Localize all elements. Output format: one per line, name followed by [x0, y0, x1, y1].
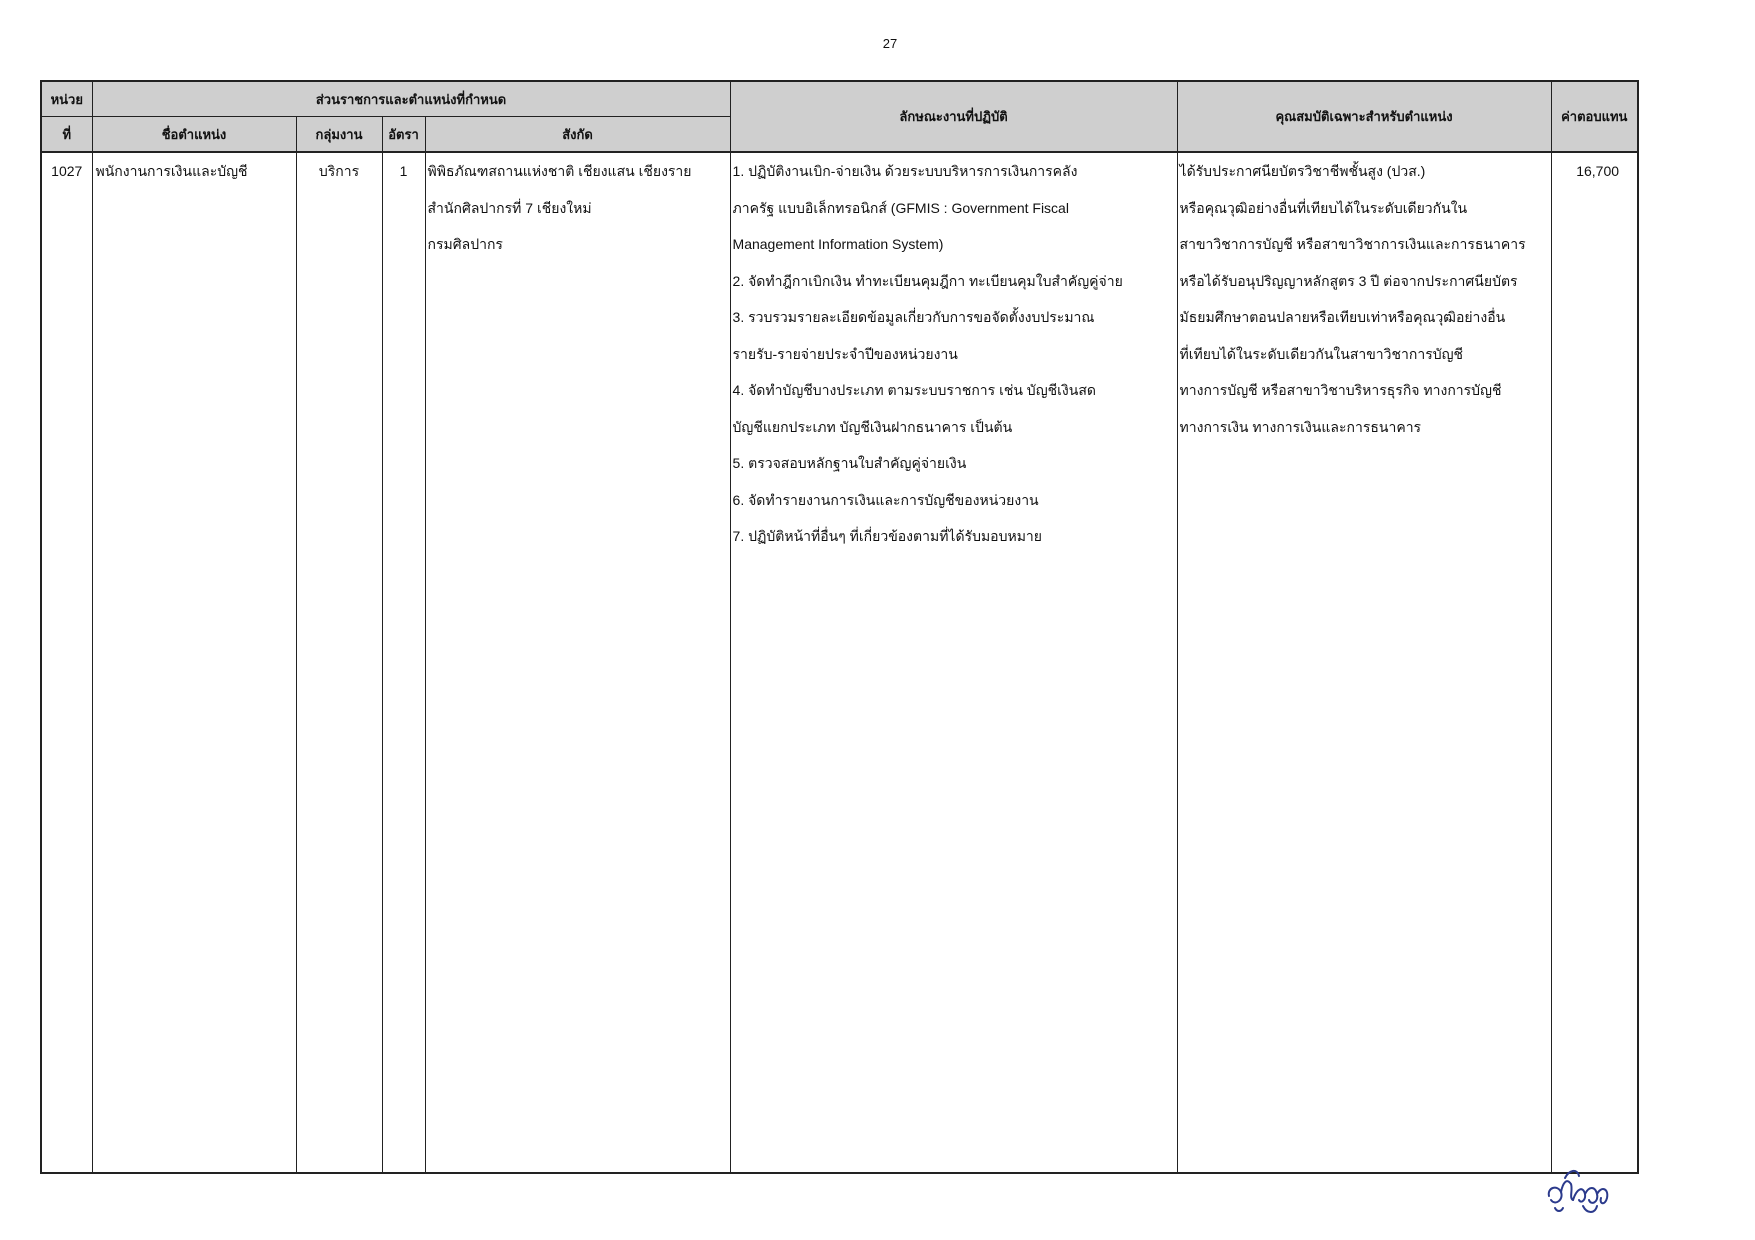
duty-line: 7. ปฏิบัติหน้าที่อื่นๆ ที่เกี่ยวข้องตามที่ได้รับมอบหมาย	[732, 528, 1043, 544]
cell-position-name	[92, 152, 296, 1173]
work-group: บริการ	[318, 163, 360, 179]
cell-duties	[730, 152, 1177, 1173]
qualification-line: ได้รับประกาศนียบัตรวิชาชีพชั้นสูง (ปวส.)	[1179, 163, 1426, 179]
position-table	[40, 80, 1639, 1174]
cell-compensation	[1551, 152, 1638, 1173]
unit-number: 1027	[51, 163, 83, 179]
duty-line: ภาครัฐ แบบอิเล็กทรอนิกส์ (GFMIS : Government Fiscal	[732, 199, 1069, 216]
table-row	[41, 152, 1638, 1173]
header-rate: อัตรา	[382, 117, 425, 153]
affiliation-line: สำนักศิลปากรที่ 7 เชียงใหม่	[427, 199, 592, 216]
duty-line: Management Information System)	[732, 236, 944, 252]
header-unit-top: หน่วย	[41, 81, 92, 117]
duty-line: 5. ตรวจสอบหลักฐานใบสำคัญคู่จ่ายเงิน	[732, 455, 967, 471]
header-qualifications: คุณสมบัติเฉพาะสำหรับตำแหน่ง	[1177, 81, 1551, 152]
qualification-line: ทางการเงิน ทางการเงินและการธนาคาร	[1179, 418, 1422, 435]
duty-line: 1. ปฏิบัติงานเบิก-จ่ายเงิน ด้วยระบบบริหารการเงินการคลัง	[732, 163, 1078, 179]
qualification-line: ทางการบัญชี หรือสาขาวิชาบริหารธุรกิจ ทางการบัญชี	[1179, 382, 1502, 398]
cell-rate	[382, 152, 425, 1173]
qualification-line: สาขาวิชาการบัญชี หรือสาขาวิชาการเงินและการธนาคาร	[1179, 236, 1526, 252]
header-duties: ลักษณะงานที่ปฏิบัติ	[730, 81, 1177, 152]
duty-line: 2. จัดทำฎีกาเบิกเงิน ทำทะเบียนคุมฎีกา ทะเบียนคุมใบสำคัญคู่จ่าย	[732, 272, 1123, 289]
duty-line: 6. จัดทำรายงานการเงินและการบัญชีของหน่วยงาน	[732, 491, 1039, 508]
duty-line: 4. จัดทำบัญชีบางประเภท ตามระบบราชการ เช่น บัญชีเงินสด	[732, 382, 1096, 398]
cell-work-group	[296, 152, 382, 1173]
cell-qualifications	[1177, 152, 1551, 1173]
page-number: 27	[882, 36, 898, 51]
duty-line: รายรับ-รายจ่ายประจำปีของหน่วยงาน	[732, 345, 958, 362]
duty-line: บัญชีแยกประเภท บัญชีเงินฝากธนาคาร เป็นต้น	[732, 418, 1013, 435]
header-row-top	[41, 81, 1638, 117]
affiliation-line: กรมศิลปากร	[427, 236, 503, 252]
affiliation-line: พิพิธภัณฑสถานแห่งชาติ เชียงแสน เชียงราย	[427, 163, 692, 179]
header-compensation: ค่าตอบแทน	[1551, 81, 1638, 152]
duty-line: 3. รวบรวมรายละเอียดข้อมูลเกี่ยวกับการขอจัดตั้งงบประมาณ	[732, 309, 1095, 325]
header-affiliation: สังกัด	[425, 117, 730, 153]
header-unit-bottom: ที่	[41, 117, 92, 153]
qualification-line: หรือได้รับอนุปริญญาหลักสูตร 3 ปี ต่อจากประกาศนียบัตร	[1179, 272, 1518, 289]
header-work-group: กลุ่มงาน	[296, 117, 382, 153]
qualification-line: หรือคุณวุฒิอย่างอื่นที่เทียบได้ในระดับเดียวกันใน	[1179, 199, 1468, 216]
handwritten-signature	[1543, 1148, 1618, 1218]
rate: 1	[399, 163, 408, 179]
cell-unit-number	[41, 152, 92, 1173]
compensation-amount: 16,700	[1576, 163, 1620, 179]
header-position-name: ชื่อตำแหน่ง	[92, 117, 296, 153]
header-group: ส่วนราชการและตำแหน่งที่กำหนด	[92, 81, 730, 117]
qualification-line: ที่เทียบได้ในระดับเดียวกันในสาขาวิชาการบัญชี	[1179, 345, 1464, 362]
qualification-line: มัธยมศึกษาตอนปลายหรือเทียบเท่าหรือคุณวุฒิอย่างอื่น	[1179, 309, 1506, 325]
cell-affiliation	[425, 152, 730, 1173]
position-name: พนักงานการเงินและบัญชี	[95, 163, 248, 179]
